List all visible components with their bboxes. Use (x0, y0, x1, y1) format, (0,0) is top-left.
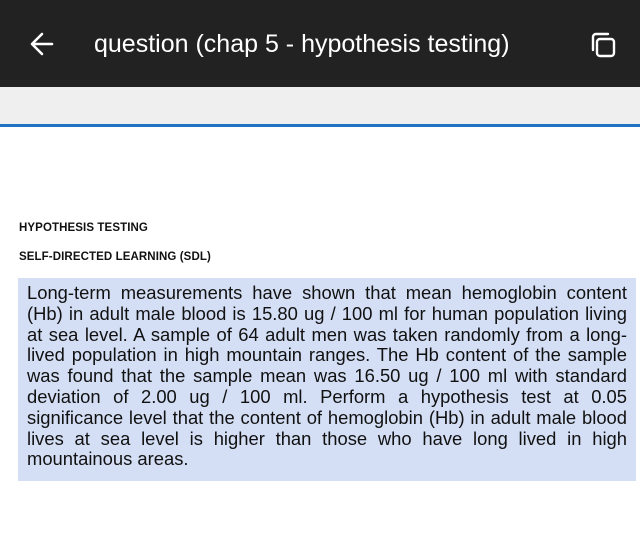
document-heading: HYPOTHESIS TESTING (19, 222, 148, 234)
document-view[interactable] (0, 127, 640, 556)
question-text: Long-term measurements have shown that mean hemoglobin content (Hb) in adult male blood is 15.80 ug / 100 ml for human population living at sea level. A sample of 64 adult men was taken randomly from a long-lived population in high mountain ranges. The Hb content of the sample was found that the sample mean was 16.50 ug / 100 ml with standard deviation of 2.00 ug / 100 ml. Perform a hypothesis test at 0.05 significance level that the content of hemoglobin (Hb) in adult male blood lives at sea level is higher than those who have long lived in high mountainous areas. (27, 282, 627, 470)
copy-button[interactable] (584, 26, 622, 64)
page-title: question (chap 5 - hypothesis testing) (94, 30, 510, 58)
toolbar-strip (0, 87, 640, 125)
document-subheading: SELF-DIRECTED LEARNING (SDL) (19, 251, 211, 263)
back-button[interactable] (22, 26, 62, 62)
arrow-left-icon (28, 30, 56, 58)
app-bar (0, 0, 640, 87)
copy-icon (588, 30, 618, 60)
